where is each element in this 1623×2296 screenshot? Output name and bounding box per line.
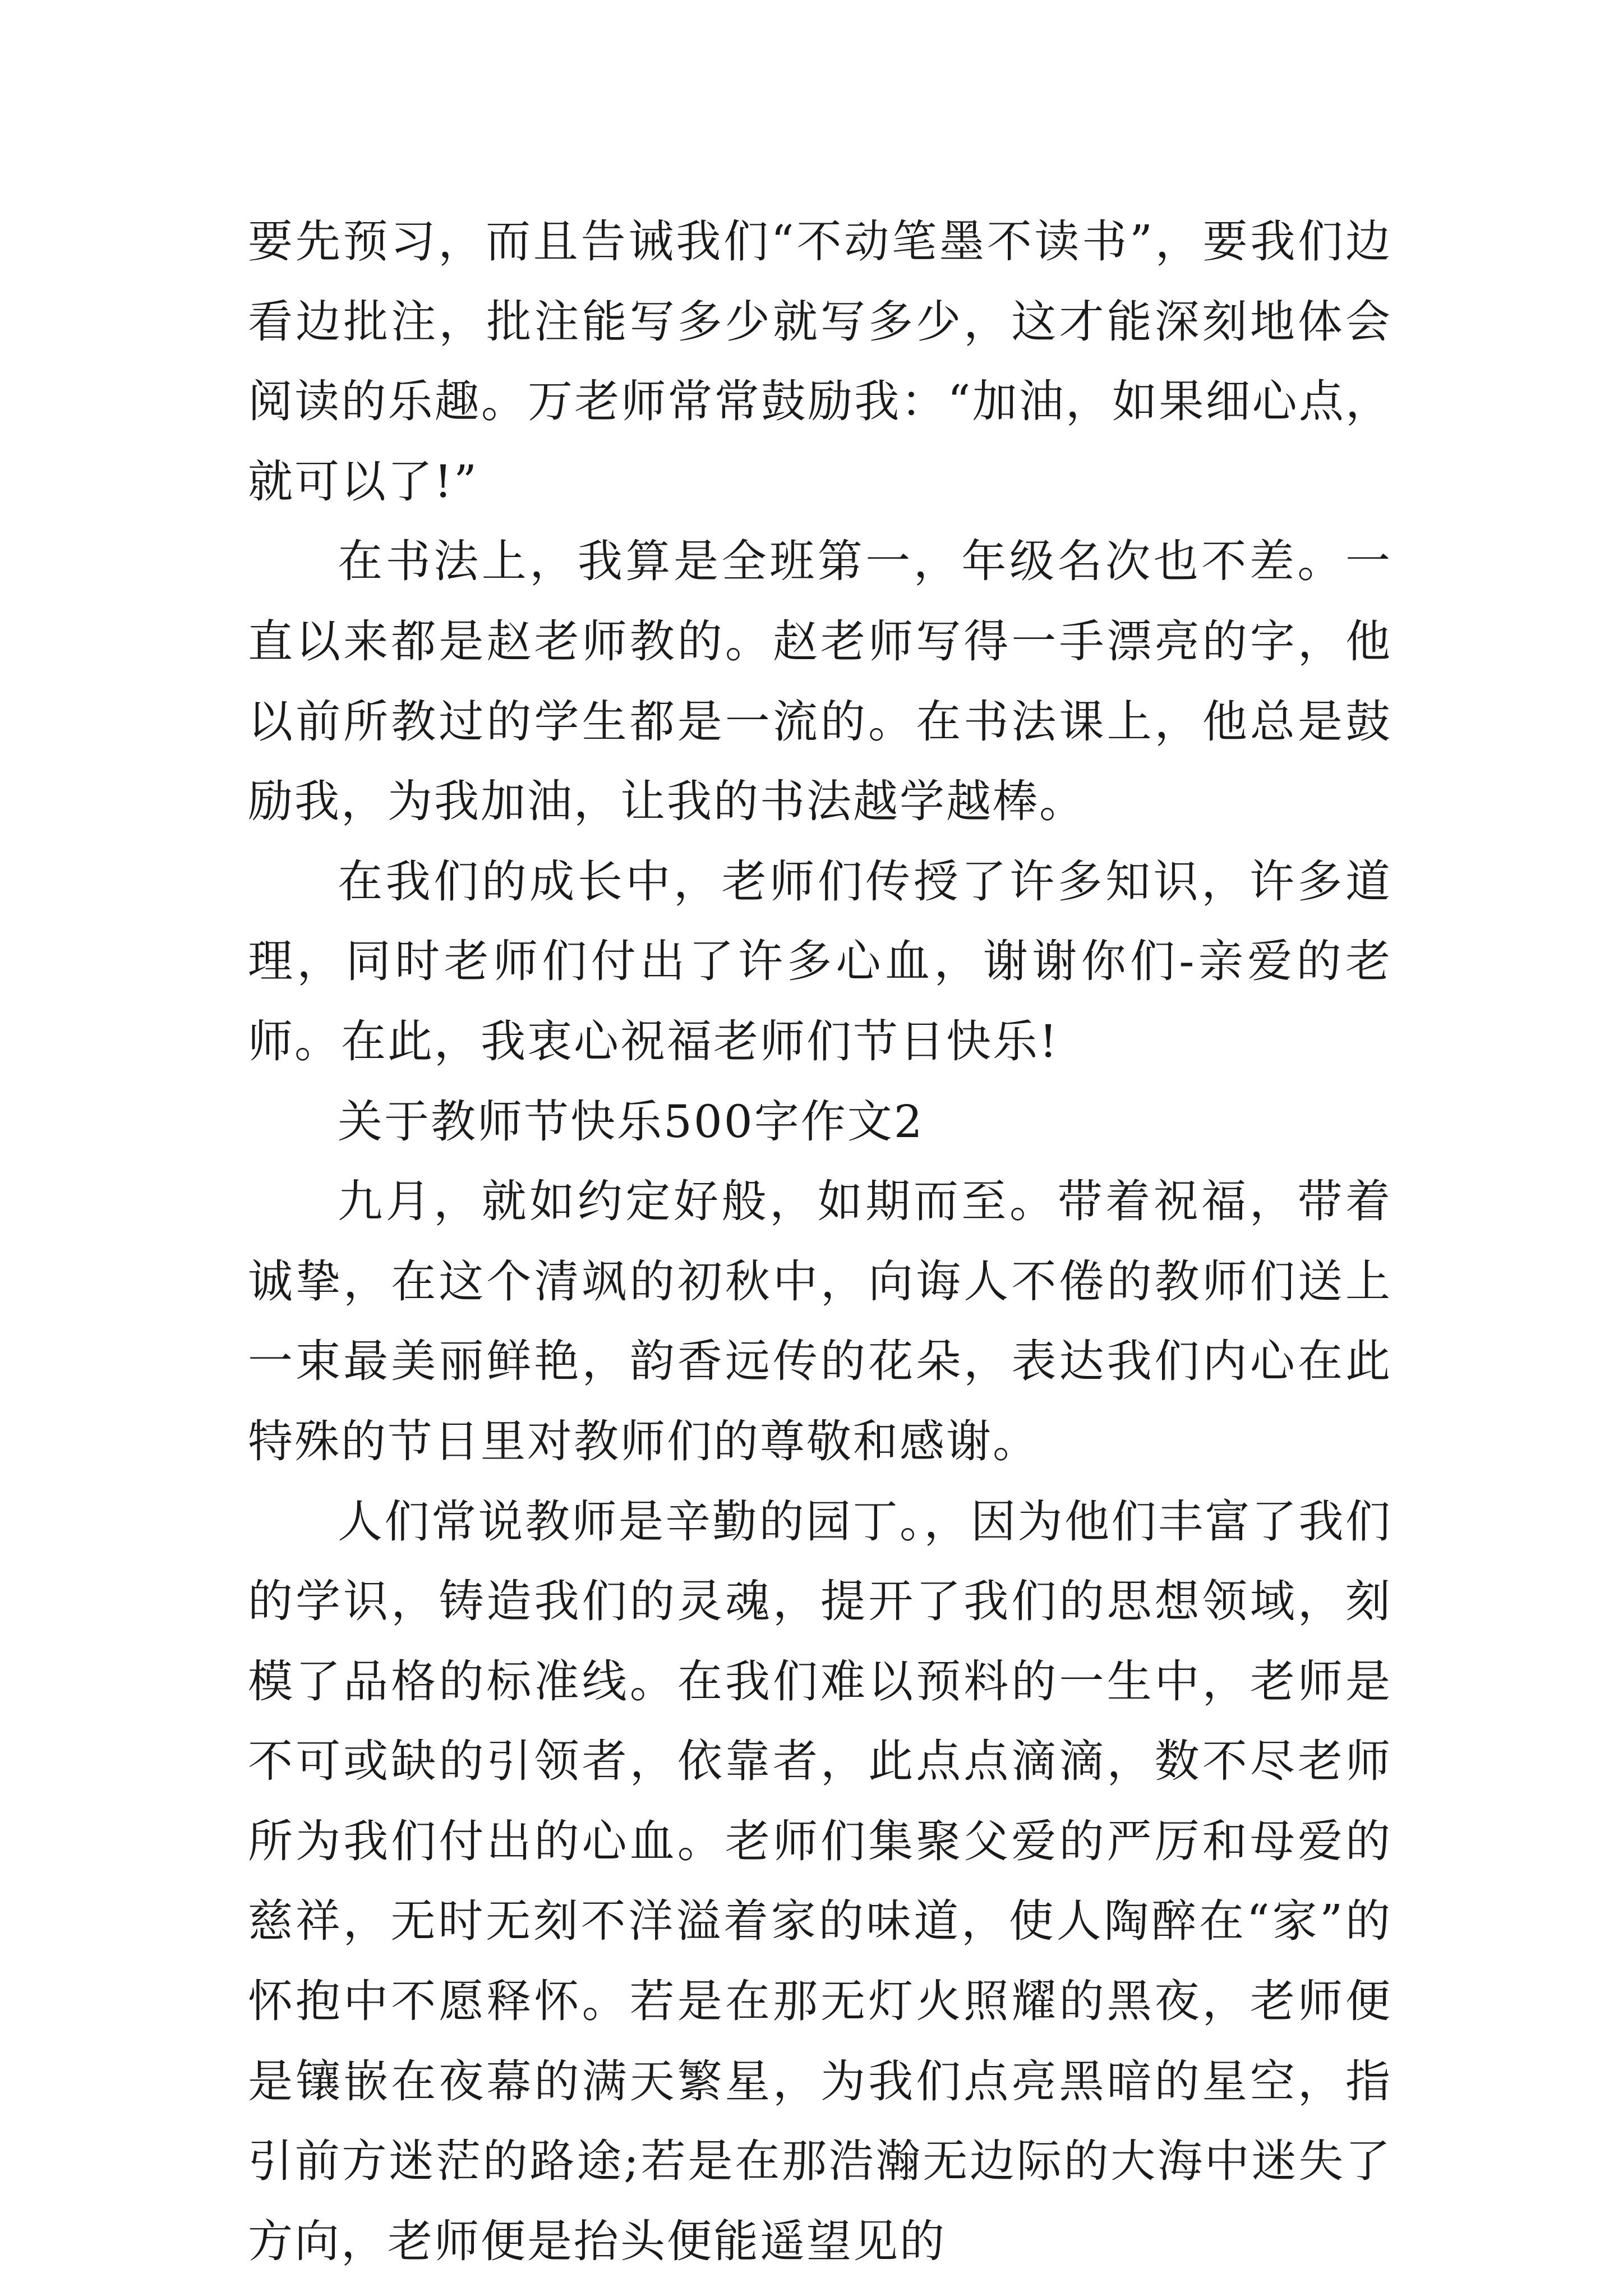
- essay-title: 关于教师节快乐500字作文2: [338, 1095, 924, 1148]
- paragraph-5: 人们常说教师是辛勤的园丁。，因为他们丰富了我们的学识，铸造我们的灵魂，提开了我们的思想领域，刻模了品格的标准线。在我们难以预料的一生中，老师是不可或缺的引领者，依靠者，此点点滴滴，数不尽老师所为我们付出的心血。老师们集聚父爱的严厉和母爱的慈祥，无时无刻不洋溢着家的味道，使人陶醉在“家”的怀抱中不愿释怀。若是在那无灯火照耀的黑夜，老师便是镶嵌在夜幕的满天繁星，为我们点亮黑暗的星空，指引前方迷茫的路途;若是在那浩瀚无边际的大海中迷失了方向，老师便是抬头便能遥望见的: [248, 1495, 1392, 2267]
- paragraph-2: 在书法上，我算是全班第一，年级名次也不差。一直以来都是赵老师教的。赵老师写得一手漂亮的字，他以前所教过的学生都是一流的。在书法课上，他总是鼓励我，为我加油，让我的书法越学越棒。: [248, 535, 1392, 828]
- paragraph-1: 要先预习，而且告诫我们“不动笔墨不读书”，要我们边看边批注，批注能写多少就写多少，这才能深刻地体会阅读的乐趣。万老师常常鼓励我：“加油，如果细心点，就可以了!”: [248, 215, 1392, 508]
- paragraph-3: 在我们的成长中，老师们传授了许多知识，许多道理，同时老师们付出了许多心血，谢谢你们-亲爱的老师。在此，我衷心祝福老师们节日快乐!: [248, 855, 1392, 1068]
- paragraph-4: 九月，就如约定好般，如期而至。带着祝福，带着诚挚，在这个清飒的初秋中，向诲人不倦的教师们送上一束最美丽鲜艳，韵香远传的花朵，表达我们内心在此特殊的节日里对教师们的尊敬和感谢。: [248, 1175, 1392, 1467]
- document-body: [248, 202, 1392, 2281]
